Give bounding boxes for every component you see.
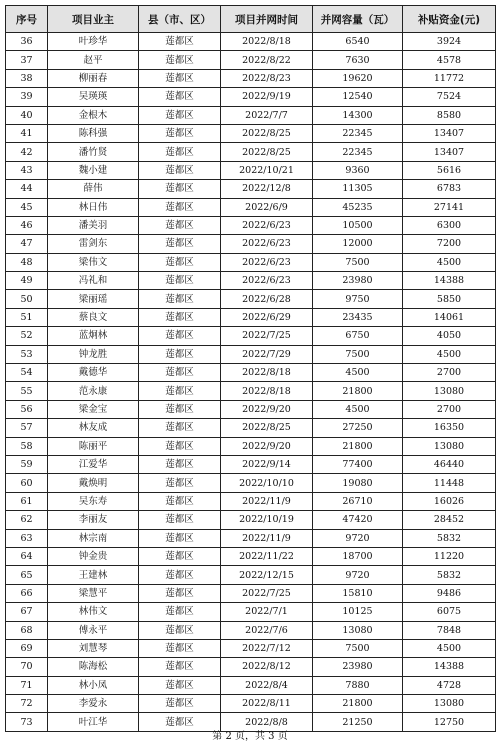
cell-county: 莲都区 <box>139 511 221 529</box>
cell-owner: 陈科强 <box>48 124 139 142</box>
cell-capacity: 19620 <box>313 69 403 87</box>
cell-grid-date: 2022/6/29 <box>221 308 313 326</box>
cell-owner: 林友成 <box>48 419 139 437</box>
cell-capacity: 9360 <box>313 161 403 179</box>
cell-capacity: 7630 <box>313 51 403 69</box>
cell-grid-date: 2022/8/12 <box>221 658 313 676</box>
cell-subsidy: 14388 <box>403 272 496 290</box>
cell-grid-date: 2022/12/15 <box>221 566 313 584</box>
cell-grid-date: 2022/8/22 <box>221 51 313 69</box>
cell-capacity: 11305 <box>313 180 403 198</box>
cell-owner: 梁伟文 <box>48 253 139 271</box>
cell-seq: 61 <box>6 492 48 510</box>
cell-county: 莲都区 <box>139 364 221 382</box>
cell-county: 莲都区 <box>139 88 221 106</box>
cell-subsidy: 5832 <box>403 566 496 584</box>
cell-subsidy: 11220 <box>403 547 496 565</box>
cell-grid-date: 2022/12/8 <box>221 180 313 198</box>
cell-seq: 44 <box>6 180 48 198</box>
cell-seq: 72 <box>6 695 48 713</box>
cell-owner: 陈海松 <box>48 658 139 676</box>
cell-owner: 钟龙胜 <box>48 345 139 363</box>
cell-owner: 赵平 <box>48 51 139 69</box>
cell-subsidy: 4578 <box>403 51 496 69</box>
cell-owner: 李爱永 <box>48 695 139 713</box>
cell-capacity: 7500 <box>313 253 403 271</box>
table-row <box>6 327 496 345</box>
cell-county: 莲都区 <box>139 713 221 731</box>
cell-capacity: 7500 <box>313 639 403 657</box>
cell-county: 莲都区 <box>139 345 221 363</box>
cell-owner: 薛伟 <box>48 180 139 198</box>
cell-subsidy: 13407 <box>403 143 496 161</box>
cell-county: 莲都区 <box>139 51 221 69</box>
cell-county: 莲都区 <box>139 253 221 271</box>
cell-county: 莲都区 <box>139 621 221 639</box>
table-body <box>6 33 496 732</box>
cell-grid-date: 2022/7/6 <box>221 621 313 639</box>
cell-capacity: 15810 <box>313 584 403 602</box>
cell-grid-date: 2022/11/9 <box>221 529 313 547</box>
cell-county: 莲都区 <box>139 455 221 473</box>
cell-grid-date: 2022/7/25 <box>221 327 313 345</box>
cell-grid-date: 2022/8/18 <box>221 364 313 382</box>
cell-owner: 潘美羽 <box>48 216 139 234</box>
cell-grid-date: 2022/8/25 <box>221 419 313 437</box>
cell-capacity: 23980 <box>313 658 403 676</box>
cell-grid-date: 2022/9/20 <box>221 400 313 418</box>
cell-grid-date: 2022/8/4 <box>221 676 313 694</box>
table-row <box>6 547 496 565</box>
cell-grid-date: 2022/10/21 <box>221 161 313 179</box>
cell-county: 莲都区 <box>139 529 221 547</box>
cell-owner: 傅永平 <box>48 621 139 639</box>
table-row <box>6 492 496 510</box>
header-capacity: 并网容量（瓦） <box>313 6 403 33</box>
cell-subsidy: 5616 <box>403 161 496 179</box>
cell-grid-date: 2022/11/9 <box>221 492 313 510</box>
cell-subsidy: 7524 <box>403 88 496 106</box>
cell-county: 莲都区 <box>139 290 221 308</box>
cell-subsidy: 5832 <box>403 529 496 547</box>
cell-subsidy: 11448 <box>403 474 496 492</box>
cell-county: 莲都区 <box>139 400 221 418</box>
cell-subsidy: 12750 <box>403 713 496 731</box>
document-page <box>5 5 495 732</box>
cell-capacity: 21800 <box>313 695 403 713</box>
cell-owner: 吴东寿 <box>48 492 139 510</box>
cell-seq: 68 <box>6 621 48 639</box>
cell-county: 莲都区 <box>139 382 221 400</box>
cell-capacity: 12540 <box>313 88 403 106</box>
cell-grid-date: 2022/8/18 <box>221 33 313 51</box>
cell-subsidy: 16350 <box>403 419 496 437</box>
table-row <box>6 235 496 253</box>
table-row <box>6 658 496 676</box>
cell-owner: 江爱华 <box>48 455 139 473</box>
cell-subsidy: 8580 <box>403 106 496 124</box>
cell-capacity: 23435 <box>313 308 403 326</box>
cell-grid-date: 2022/6/23 <box>221 235 313 253</box>
cell-owner: 林日伟 <box>48 198 139 216</box>
cell-county: 莲都区 <box>139 676 221 694</box>
table-row <box>6 198 496 216</box>
cell-seq: 46 <box>6 216 48 234</box>
cell-grid-date: 2022/7/7 <box>221 106 313 124</box>
cell-owner: 蓝炯林 <box>48 327 139 345</box>
table-row <box>6 474 496 492</box>
cell-seq: 71 <box>6 676 48 694</box>
header-subsidy: 补贴资金(元) <box>403 6 496 33</box>
cell-seq: 70 <box>6 658 48 676</box>
cell-county: 莲都区 <box>139 437 221 455</box>
cell-seq: 56 <box>6 400 48 418</box>
cell-capacity: 77400 <box>313 455 403 473</box>
table-row <box>6 106 496 124</box>
cell-grid-date: 2022/7/12 <box>221 639 313 657</box>
table-row <box>6 272 496 290</box>
cell-owner: 蔡良文 <box>48 308 139 326</box>
cell-capacity: 10125 <box>313 603 403 621</box>
cell-seq: 65 <box>6 566 48 584</box>
cell-capacity: 13080 <box>313 621 403 639</box>
cell-subsidy: 6300 <box>403 216 496 234</box>
cell-seq: 51 <box>6 308 48 326</box>
cell-owner: 柳丽春 <box>48 69 139 87</box>
cell-seq: 73 <box>6 713 48 731</box>
cell-capacity: 4500 <box>313 400 403 418</box>
cell-grid-date: 2022/10/19 <box>221 511 313 529</box>
cell-subsidy: 14061 <box>403 308 496 326</box>
cell-owner: 戴焕明 <box>48 474 139 492</box>
cell-county: 莲都区 <box>139 106 221 124</box>
table-row <box>6 455 496 473</box>
cell-capacity: 23980 <box>313 272 403 290</box>
cell-county: 莲都区 <box>139 695 221 713</box>
header-grid-date: 项目并网时间 <box>221 6 313 33</box>
cell-seq: 37 <box>6 51 48 69</box>
table-row <box>6 51 496 69</box>
table-row <box>6 639 496 657</box>
table-row <box>6 584 496 602</box>
cell-owner: 梁丽瑶 <box>48 290 139 308</box>
cell-owner: 梁慧平 <box>48 584 139 602</box>
cell-seq: 48 <box>6 253 48 271</box>
cell-seq: 66 <box>6 584 48 602</box>
table-row <box>6 345 496 363</box>
cell-county: 莲都区 <box>139 308 221 326</box>
cell-seq: 60 <box>6 474 48 492</box>
cell-grid-date: 2022/8/25 <box>221 143 313 161</box>
cell-subsidy: 4500 <box>403 345 496 363</box>
cell-county: 莲都区 <box>139 143 221 161</box>
cell-owner: 李丽友 <box>48 511 139 529</box>
cell-capacity: 26710 <box>313 492 403 510</box>
cell-county: 莲都区 <box>139 639 221 657</box>
cell-capacity: 10500 <box>313 216 403 234</box>
cell-seq: 62 <box>6 511 48 529</box>
cell-grid-date: 2022/10/10 <box>221 474 313 492</box>
cell-grid-date: 2022/9/14 <box>221 455 313 473</box>
cell-owner: 叶江华 <box>48 713 139 731</box>
table-row <box>6 69 496 87</box>
cell-subsidy: 6783 <box>403 180 496 198</box>
cell-capacity: 22345 <box>313 143 403 161</box>
cell-county: 莲都区 <box>139 492 221 510</box>
table-row <box>6 419 496 437</box>
cell-capacity: 27250 <box>313 419 403 437</box>
cell-county: 莲都区 <box>139 603 221 621</box>
cell-owner: 林伟文 <box>48 603 139 621</box>
cell-grid-date: 2022/6/28 <box>221 290 313 308</box>
cell-subsidy: 6075 <box>403 603 496 621</box>
cell-county: 莲都区 <box>139 566 221 584</box>
table-row <box>6 216 496 234</box>
cell-seq: 52 <box>6 327 48 345</box>
cell-capacity: 21250 <box>313 713 403 731</box>
table-row <box>6 364 496 382</box>
cell-owner: 陈丽平 <box>48 437 139 455</box>
table-row <box>6 180 496 198</box>
cell-grid-date: 2022/8/18 <box>221 382 313 400</box>
cell-subsidy: 7848 <box>403 621 496 639</box>
cell-owner: 钟金贵 <box>48 547 139 565</box>
cell-seq: 58 <box>6 437 48 455</box>
cell-subsidy: 2700 <box>403 400 496 418</box>
cell-county: 莲都区 <box>139 33 221 51</box>
table-row <box>6 290 496 308</box>
cell-county: 莲都区 <box>139 69 221 87</box>
cell-subsidy: 28452 <box>403 511 496 529</box>
cell-subsidy: 11772 <box>403 69 496 87</box>
cell-subsidy: 13080 <box>403 695 496 713</box>
cell-capacity: 19080 <box>313 474 403 492</box>
cell-grid-date: 2022/7/25 <box>221 584 313 602</box>
cell-subsidy: 9486 <box>403 584 496 602</box>
cell-capacity: 7880 <box>313 676 403 694</box>
cell-grid-date: 2022/9/20 <box>221 437 313 455</box>
cell-owner: 潘竹贤 <box>48 143 139 161</box>
cell-subsidy: 2700 <box>403 364 496 382</box>
cell-county: 莲都区 <box>139 161 221 179</box>
cell-grid-date: 2022/6/9 <box>221 198 313 216</box>
cell-seq: 63 <box>6 529 48 547</box>
cell-county: 莲都区 <box>139 216 221 234</box>
table-row <box>6 437 496 455</box>
cell-capacity: 6750 <box>313 327 403 345</box>
cell-capacity: 18700 <box>313 547 403 565</box>
cell-county: 莲都区 <box>139 272 221 290</box>
cell-owner: 林小凤 <box>48 676 139 694</box>
cell-grid-date: 2022/8/23 <box>221 69 313 87</box>
cell-subsidy: 14388 <box>403 658 496 676</box>
cell-seq: 57 <box>6 419 48 437</box>
page-footer: 第 2 页，共 3 页 <box>212 731 288 742</box>
table-row <box>6 695 496 713</box>
cell-seq: 64 <box>6 547 48 565</box>
cell-capacity: 14300 <box>313 106 403 124</box>
cell-seq: 47 <box>6 235 48 253</box>
cell-county: 莲都区 <box>139 584 221 602</box>
cell-subsidy: 4050 <box>403 327 496 345</box>
cell-grid-date: 2022/6/23 <box>221 216 313 234</box>
cell-capacity: 22345 <box>313 124 403 142</box>
cell-seq: 45 <box>6 198 48 216</box>
header-county: 县（市、区） <box>139 6 221 33</box>
table-row <box>6 676 496 694</box>
cell-owner: 戴德华 <box>48 364 139 382</box>
cell-county: 莲都区 <box>139 198 221 216</box>
cell-grid-date: 2022/7/1 <box>221 603 313 621</box>
cell-capacity: 7500 <box>313 345 403 363</box>
cell-county: 莲都区 <box>139 658 221 676</box>
cell-subsidy: 4500 <box>403 253 496 271</box>
table-row <box>6 529 496 547</box>
cell-subsidy: 13407 <box>403 124 496 142</box>
cell-seq: 50 <box>6 290 48 308</box>
cell-grid-date: 2022/8/11 <box>221 695 313 713</box>
cell-county: 莲都区 <box>139 474 221 492</box>
cell-capacity: 21800 <box>313 382 403 400</box>
header-seq: 序号 <box>6 6 48 33</box>
cell-owner: 冯礼和 <box>48 272 139 290</box>
cell-subsidy: 27141 <box>403 198 496 216</box>
cell-capacity: 45235 <box>313 198 403 216</box>
cell-seq: 36 <box>6 33 48 51</box>
cell-capacity: 9720 <box>313 529 403 547</box>
cell-county: 莲都区 <box>139 327 221 345</box>
cell-grid-date: 2022/6/23 <box>221 253 313 271</box>
cell-owner: 金根木 <box>48 106 139 124</box>
table-row <box>6 253 496 271</box>
cell-seq: 43 <box>6 161 48 179</box>
cell-grid-date: 2022/8/8 <box>221 713 313 731</box>
cell-grid-date: 2022/9/19 <box>221 88 313 106</box>
cell-subsidy: 7200 <box>403 235 496 253</box>
cell-subsidy: 3924 <box>403 33 496 51</box>
cell-subsidy: 16026 <box>403 492 496 510</box>
cell-owner: 叶珍华 <box>48 33 139 51</box>
cell-seq: 49 <box>6 272 48 290</box>
table-row <box>6 566 496 584</box>
cell-owner: 王建林 <box>48 566 139 584</box>
cell-county: 莲都区 <box>139 547 221 565</box>
cell-subsidy: 46440 <box>403 455 496 473</box>
cell-seq: 40 <box>6 106 48 124</box>
cell-grid-date: 2022/6/23 <box>221 272 313 290</box>
cell-county: 莲都区 <box>139 235 221 253</box>
cell-grid-date: 2022/8/25 <box>221 124 313 142</box>
cell-seq: 41 <box>6 124 48 142</box>
table-row <box>6 400 496 418</box>
table-row <box>6 124 496 142</box>
table-row <box>6 511 496 529</box>
cell-subsidy: 4728 <box>403 676 496 694</box>
cell-seq: 67 <box>6 603 48 621</box>
cell-subsidy: 5850 <box>403 290 496 308</box>
cell-county: 莲都区 <box>139 124 221 142</box>
cell-owner: 魏小建 <box>48 161 139 179</box>
cell-capacity: 12000 <box>313 235 403 253</box>
cell-county: 莲都区 <box>139 180 221 198</box>
cell-owner: 林宗南 <box>48 529 139 547</box>
table-row <box>6 143 496 161</box>
table-row <box>6 161 496 179</box>
cell-capacity: 9750 <box>313 290 403 308</box>
cell-owner: 吴瑛瑛 <box>48 88 139 106</box>
cell-seq: 39 <box>6 88 48 106</box>
cell-grid-date: 2022/7/29 <box>221 345 313 363</box>
cell-owner: 范永康 <box>48 382 139 400</box>
cell-grid-date: 2022/11/22 <box>221 547 313 565</box>
cell-county: 莲都区 <box>139 419 221 437</box>
subsidy-table <box>5 5 496 732</box>
cell-seq: 53 <box>6 345 48 363</box>
cell-subsidy: 13080 <box>403 437 496 455</box>
cell-capacity: 4500 <box>313 364 403 382</box>
cell-seq: 38 <box>6 69 48 87</box>
table-header <box>6 6 496 33</box>
cell-seq: 42 <box>6 143 48 161</box>
cell-subsidy: 13080 <box>403 382 496 400</box>
cell-seq: 55 <box>6 382 48 400</box>
table-row <box>6 382 496 400</box>
cell-capacity: 9720 <box>313 566 403 584</box>
table-row <box>6 88 496 106</box>
cell-seq: 69 <box>6 639 48 657</box>
cell-owner: 刘慧琴 <box>48 639 139 657</box>
cell-capacity: 47420 <box>313 511 403 529</box>
cell-seq: 59 <box>6 455 48 473</box>
table-row <box>6 308 496 326</box>
cell-seq: 54 <box>6 364 48 382</box>
cell-capacity: 6540 <box>313 33 403 51</box>
cell-capacity: 21800 <box>313 437 403 455</box>
header-owner: 项目业主 <box>48 6 139 33</box>
table-row <box>6 33 496 51</box>
table-row <box>6 603 496 621</box>
table-row <box>6 621 496 639</box>
cell-owner: 雷剑东 <box>48 235 139 253</box>
cell-owner: 梁金宝 <box>48 400 139 418</box>
cell-subsidy: 4500 <box>403 639 496 657</box>
